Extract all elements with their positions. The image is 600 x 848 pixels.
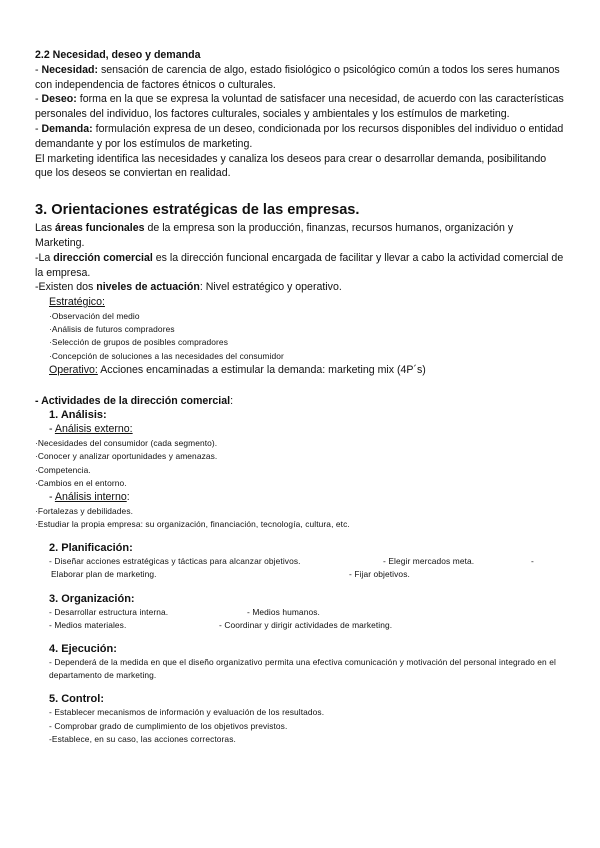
control-title: 5. Control: xyxy=(49,693,104,706)
estrategico-list xyxy=(35,310,565,363)
list-item: ·Necesidades del consumidor (cada segmento). xyxy=(35,438,218,449)
document-page xyxy=(35,48,565,746)
deseo-label: Deseo: xyxy=(41,93,77,106)
estrategico-label: Estratégico: xyxy=(49,296,105,309)
section-3-title: 3. Orientaciones estratégicas de las empresas. xyxy=(35,202,360,219)
analisis-title: 1. Análisis: xyxy=(49,409,107,422)
organizacion-row-2: - Medios materiales. - Coordinar y dirigir actividades de marketing. xyxy=(49,619,393,630)
actividades-title: - Actividades de la dirección comercial: xyxy=(35,394,234,407)
niveles-actuacion-paragraph: -Existen dos niveles de actuación: Nivel estratégico y operativo. xyxy=(35,281,342,294)
control-list xyxy=(35,706,565,746)
analisis-externo-label: - Análisis externo: xyxy=(49,423,133,436)
ejecucion-text: - Dependerá de la medida en que el diseño organizativo permita una efectiva comunicación y motivación del personal integrado en el departamento de marketing. xyxy=(49,656,556,681)
demanda-paragraph: - Demanda: formulación expresa de un deseo, condicionada por los recursos disponibles del individuo o entidad demandante y por los estímulos de marketing. xyxy=(35,122,564,150)
demanda-label: Demanda: xyxy=(41,122,93,135)
necesidad-label: Necesidad: xyxy=(41,63,99,76)
analisis-interno-label: - Análisis interno: xyxy=(49,490,130,503)
list-item: ·Análisis de futuros compradores xyxy=(49,324,175,335)
analisis-externo-list xyxy=(35,437,565,490)
necesidad-paragraph: - Necesidad: sensación de carencia de algo, estado fisiológico o psicológico común a todos los seres humanos con independencia de factores étnicos o culturales. xyxy=(35,63,560,91)
list-item: -Establece, en su caso, las acciones correctoras. xyxy=(49,733,236,744)
list-item: - Comprobar grado de cumplimiento de los objetivos previstos. xyxy=(49,720,288,731)
organizacion-title: 3. Organización: xyxy=(49,592,135,605)
actividades-body xyxy=(35,408,565,531)
deseo-paragraph: - Deseo: forma en la que se expresa la voluntad de satisfacer una necesidad, de acuerdo con las características personales del individuo, los factores culturales, sociales y ambientales y los estímulos de marketing. xyxy=(35,93,564,121)
list-item: ·Competencia. xyxy=(35,464,91,475)
analisis-interno-list xyxy=(35,505,565,531)
list-item: ·Cambios en el entorno. xyxy=(35,477,127,488)
planificacion-row-2: Elaborar plan de marketing. - Fijar objetivos. xyxy=(51,569,410,580)
list-item: ·Conocer y analizar oportunidades y amenazas. xyxy=(35,451,218,462)
marketing-closing-paragraph: El marketing identifica las necesidades y canaliza los deseos para crear o desarrollar demanda, posibilitando que los deseos se conviertan en realidad. xyxy=(35,152,547,180)
list-item: ·Fortalezas y debilidades. xyxy=(35,505,134,516)
section-2-2-title: 2.2 Necesidad, deseo y demanda xyxy=(35,49,201,61)
list-item: ·Concepción de soluciones a las necesidades del consumidor xyxy=(49,350,284,361)
planificacion-row-1: - Diseñar acciones estratégicas y tácticas para alcanzar objetivos. - Elegir mercados meta. - xyxy=(49,556,534,567)
ejecucion-title: 4. Ejecución: xyxy=(49,642,117,655)
areas-funcionales-paragraph: Las áreas funcionales de la empresa son la producción, finanzas, recursos humanos, organización y Marketing. xyxy=(35,222,514,249)
operativo-paragraph: Operativo: Acciones encaminadas a estimular la demanda: marketing mix (4P´s) xyxy=(49,363,426,376)
list-item: - Establecer mecanismos de información y evaluación de los resultados. xyxy=(49,707,325,718)
list-item: ·Selección de grupos de posibles compradores xyxy=(49,337,228,348)
direccion-comercial-paragraph: -La dirección comercial es la dirección funcional encargada de facilitar y llevar a cabo la actividad comercial de la empresa. xyxy=(35,251,564,279)
organizacion-row-1: - Desarrollar estructura interna. - Medios humanos. xyxy=(49,606,320,617)
list-item: ·Observación del medio xyxy=(49,310,140,321)
planificacion-title: 2. Planificación: xyxy=(49,542,133,555)
list-item: ·Estudiar la propia empresa: su organización, financiación, tecnología, cultura, etc. xyxy=(35,518,350,529)
